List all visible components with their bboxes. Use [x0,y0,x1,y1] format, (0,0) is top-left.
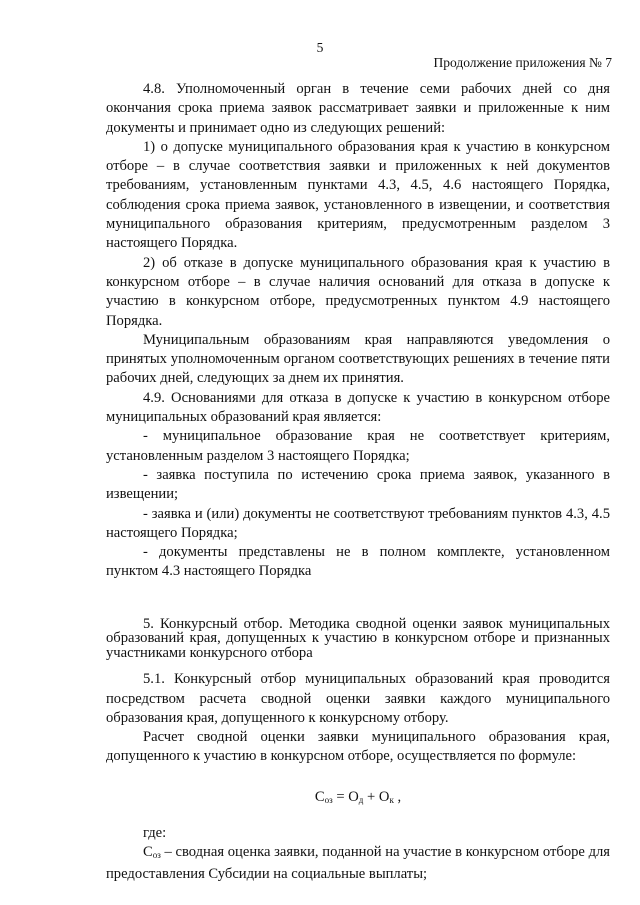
section-title: 5. Конкурсный отбор. Методика сводной оценки заявок муниципальных образований края, допущенных к участию в конкурсном отборе и признанных участниками конкурсного отбора [106,615,610,661]
definition-text: – сводная оценка заявки, поданной на участие в конкурсном отборе для предоставления Субсидии на социальные выплаты; [106,844,611,883]
paragraph-notifications: Муниципальным образованиям края направляются уведомления о принятых уполномоченным органом соответствующих решениях в течение пяти рабочих дней, следующих за днем их принятия. [106,331,610,387]
document-body [106,80,610,885]
paragraph-4-9: 4.9. Основаниями для отказа в допуске к участию в конкурсном отборе муниципальных образований края является: [106,389,610,426]
list-item-requirements: - заявка и (или) документы не соответствуют требованиям пунктов 4.3, 4.5 настоящего Порядка; [106,505,610,541]
list-item-deadline: - заявка поступила по истечению срока приема заявок, указанного в извещении; [106,466,610,503]
definition-symbol-sub: оз [152,850,161,860]
where-label: где: [143,824,167,841]
definition-symbol: С [143,844,153,860]
formula-term2: О [378,788,390,805]
appendix-note: Продолжение приложения № 7 [433,55,612,70]
formula-lhs: С [314,788,325,805]
paragraph-4-8: 4.8. Уполномоченный орган в течение семи рабочих дней со дня окончания срока приема заявок рассматривает заявки и приложенные к ним документы и принимает одно из следующих решений: [106,81,610,136]
formula-term1: О [348,788,359,805]
definition-soz [106,843,610,885]
formula-tail: , [397,788,402,805]
formula [106,782,610,812]
formula-lhs-sub: оз [324,794,333,805]
paragraph-5-1: 5.1. Конкурсный отбор муниципальных образований края проводится посредством расчета сводной оценки заявки каждого муниципального образования края, допущенного к конкурсному отбору. [106,671,610,726]
formula-plus: + [367,788,376,805]
paragraph-decision-2: 2) об отказе в допуске муниципального образования края к участию в конкурсном отборе – в случае наличия оснований для отказа в допуске к участию в конкурсном отборе, предусмотренных пунктом 4.9 настоящего Порядка. [106,254,610,329]
list-item-incomplete: - документы представлены не в полном комплекте, установленном пунктом 4.3 настоящего Порядка [106,544,610,580]
formula-equals: = [336,788,345,805]
list-item-criteria: - муниципальное образование края не соответствует критериям, установленным разделом 3 настоящего Порядка; [106,428,610,464]
paragraph-formula-intro: Расчет сводной оценки заявки муниципального образования края, допущенного к участию в конкурсном отборе, осуществляется по формуле: [106,729,610,765]
formula-term1-sub: д [358,794,364,805]
formula-term2-sub: к [389,794,394,805]
paragraph-decision-1: 1) о допуске муниципального образования края к участию в конкурсном отборе – в случае соответствия заявки и приложенных к ней документов требованиям, установленным пунктами 4.3, 4.5, 4.6 настоящего Порядка, соблюдения срока приема заявок, установленного в извещении, и соответствия муниципального образования критериям, предусмотренным разделом 3 настоящего Порядка. [106,138,610,252]
page-number: 5 [316,40,324,55]
